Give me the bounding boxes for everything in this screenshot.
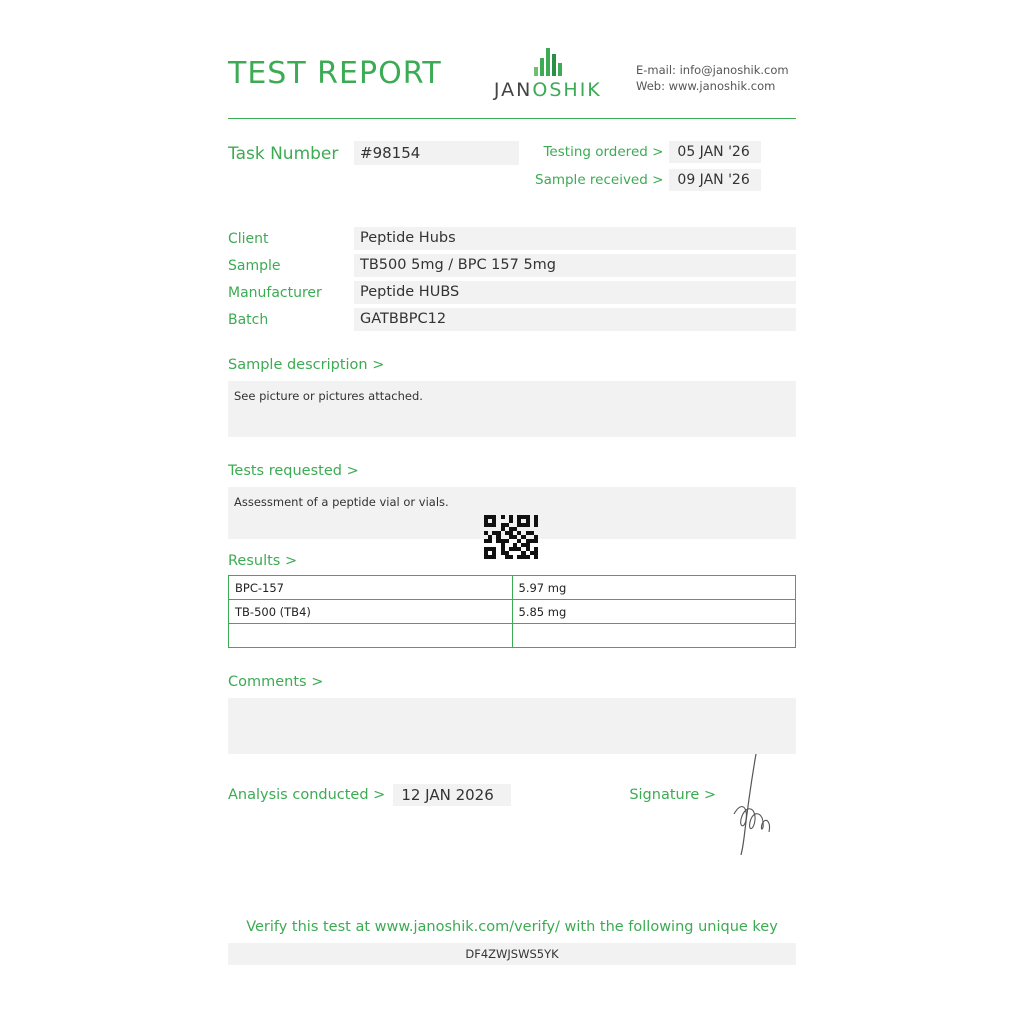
result-value: 5.97 mg — [512, 576, 796, 600]
client-value: Peptide Hubs — [354, 227, 796, 250]
contact-block — [636, 62, 796, 94]
result-name — [229, 624, 513, 648]
qr-code — [484, 515, 538, 559]
unique-key: DF4ZWJSWS5YK — [228, 943, 796, 965]
task-number-value: #98154 — [354, 141, 519, 165]
analysis-conducted-value: 12 JAN 2026 — [393, 784, 511, 806]
tests-requested-title: Tests requested > — [228, 463, 359, 479]
result-value: 5.85 mg — [512, 600, 796, 624]
report-header — [228, 40, 796, 112]
analysis-conducted-label: Analysis conducted > — [228, 787, 386, 803]
testing-ordered-label: Testing ordered > — [543, 144, 664, 160]
signature-image — [722, 752, 782, 861]
dates-block — [535, 141, 761, 197]
testing-ordered-row — [535, 141, 761, 163]
sample-received-value: 09 JAN '26 — [669, 169, 761, 191]
sample-description-title: Sample description > — [228, 357, 385, 373]
table-row — [229, 600, 796, 624]
logo-text-dark: JAN — [493, 79, 533, 101]
analysis-row — [228, 784, 796, 861]
verify-text: Verify this test at www.janoshik.com/verify/ with the following unique key — [246, 919, 778, 935]
batch-value: GATBBPC12 — [354, 308, 796, 331]
results-table — [228, 575, 796, 648]
info-row — [228, 227, 796, 250]
report-content — [228, 40, 796, 965]
table-row — [229, 576, 796, 600]
testing-ordered-value: 05 JAN '26 — [669, 141, 761, 163]
task-number-label: Task Number — [228, 144, 339, 164]
contact-web: Web: www.janoshik.com — [636, 79, 776, 93]
logo-text — [483, 79, 613, 101]
info-row — [228, 281, 796, 304]
results-title: Results > — [228, 553, 298, 569]
result-name: BPC-157 — [229, 576, 513, 600]
tests-requested-text: Assessment of a peptide vial or vials. — [234, 495, 449, 509]
page-title: TEST REPORT — [228, 56, 442, 91]
task-row — [228, 141, 796, 197]
client-label: Client — [228, 231, 269, 247]
sample-description-box — [228, 381, 796, 437]
header-divider — [228, 118, 796, 119]
sample-description-text: See picture or pictures attached. — [234, 389, 423, 403]
contact-email: E-mail: info@janoshik.com — [636, 63, 789, 77]
info-row — [228, 254, 796, 277]
sample-value: TB500 5mg / BPC 157 5mg — [354, 254, 796, 277]
manufacturer-value: Peptide HUBS — [354, 281, 796, 304]
sample-received-label: Sample received > — [535, 172, 664, 188]
results-header — [228, 539, 796, 573]
info-table — [228, 227, 796, 331]
comments-box — [228, 698, 796, 754]
table-row — [229, 624, 796, 648]
result-value — [512, 624, 796, 648]
sample-label: Sample — [228, 258, 281, 274]
logo-text-green: OSHIK — [532, 79, 602, 101]
janoshik-logo — [483, 44, 613, 101]
result-name: TB-500 (TB4) — [229, 600, 513, 624]
bar-chart-icon — [483, 44, 613, 76]
batch-label: Batch — [228, 312, 269, 328]
sample-received-row — [535, 169, 761, 191]
signature-label: Signature > — [629, 787, 717, 803]
manufacturer-label: Manufacturer — [228, 285, 322, 301]
info-row — [228, 308, 796, 331]
comments-title: Comments > — [228, 674, 324, 690]
